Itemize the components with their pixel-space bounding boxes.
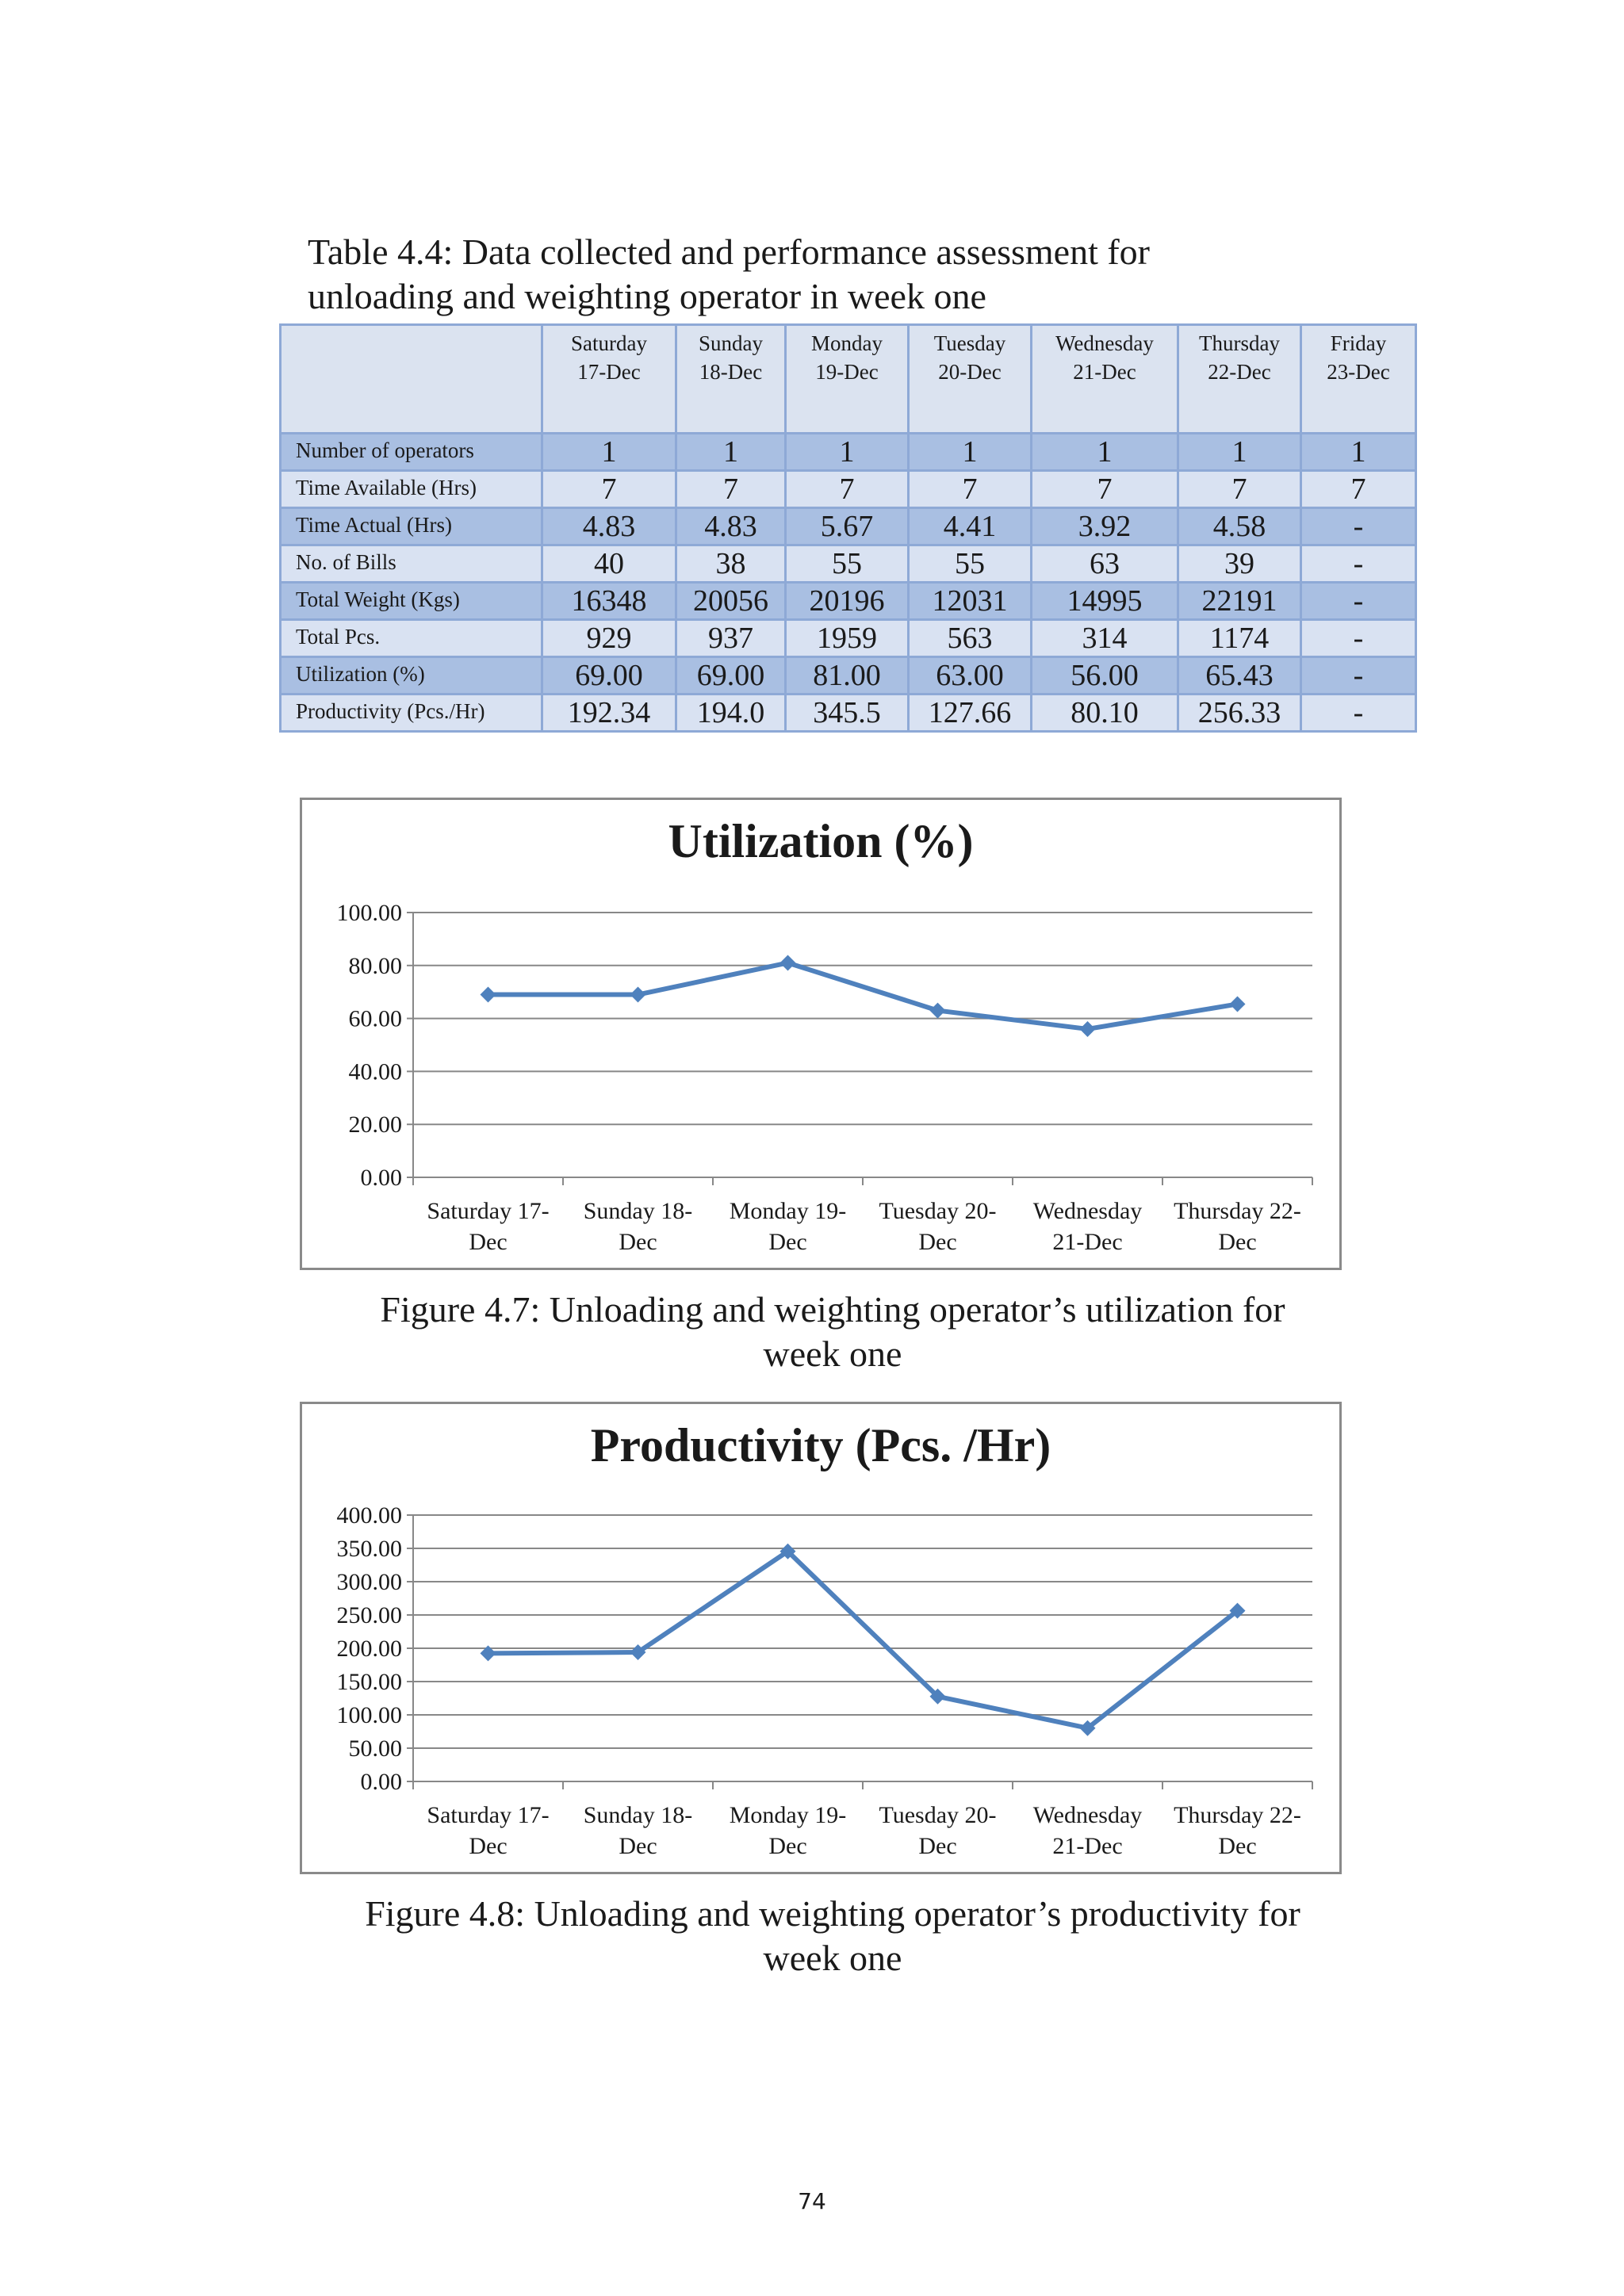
- table-cell: 16348: [542, 583, 676, 620]
- table-cell: 69.00: [542, 657, 676, 695]
- x-tick-label: Dec: [1218, 1229, 1257, 1255]
- table-header-text: 20-Dec: [938, 360, 1002, 384]
- table-cell: 192.34: [542, 695, 676, 732]
- x-tick-label: Wednesday: [1032, 1802, 1143, 1828]
- y-tick-label: 300.00: [336, 1569, 402, 1595]
- data-point: [630, 987, 646, 1003]
- table-cell: 39: [1178, 545, 1301, 583]
- table-cell: 4.58: [1178, 508, 1301, 545]
- table-cell: 1: [1178, 434, 1301, 471]
- table-cell: 7: [909, 471, 1032, 508]
- table-title-line-1: Table 4.4: Data collected and performance assessment for: [308, 232, 1150, 272]
- table-header-cell: [1301, 325, 1416, 434]
- table-cell: 937: [676, 620, 786, 657]
- table-cell: 4.83: [676, 508, 786, 545]
- table-cell: 55: [786, 545, 909, 583]
- table-cell: 40: [542, 545, 676, 583]
- table-row-label: Time Available (Hrs): [281, 471, 542, 508]
- table-cell: 1: [786, 434, 909, 471]
- series-line: [488, 1552, 1238, 1728]
- table-cell: 65.43: [1178, 657, 1301, 695]
- table-header-cell: [786, 325, 909, 434]
- table-cell: 12031: [909, 583, 1032, 620]
- table-header-text: Wednesday: [1055, 331, 1154, 355]
- y-tick-label: 150.00: [336, 1669, 402, 1695]
- table-row-label: Number of operators: [281, 434, 542, 471]
- table-cell: 1: [676, 434, 786, 471]
- figure-4-8-caption: [238, 1892, 1427, 1980]
- x-tick-label: Dec: [768, 1229, 807, 1255]
- x-tick-label: Tuesday 20-: [879, 1198, 997, 1224]
- table-header-text: 23-Dec: [1327, 360, 1390, 384]
- x-tick-label: Dec: [619, 1229, 657, 1255]
- productivity-chart: [300, 1402, 1342, 1874]
- table-header-cell: [1032, 325, 1178, 434]
- table-row-label: Time Actual (Hrs): [281, 508, 542, 545]
- table-cell: -: [1301, 508, 1416, 545]
- table-header-text: 21-Dec: [1073, 360, 1136, 384]
- figure-4-7-caption-line-1: Figure 4.7: Unloading and weighting operator’s utilization for: [380, 1289, 1285, 1330]
- y-tick-label: 400.00: [336, 1502, 402, 1529]
- table-cell: 563: [909, 620, 1032, 657]
- x-tick-label: Thursday 22-: [1174, 1198, 1301, 1224]
- table-cell: 69.00: [676, 657, 786, 695]
- figure-4-7-caption-line-2: week one: [763, 1334, 902, 1374]
- table-header-blank: [281, 325, 542, 434]
- y-tick-label: 0.00: [360, 1769, 402, 1795]
- table-header-text: Thursday: [1199, 331, 1280, 355]
- table-header-text: 22-Dec: [1208, 360, 1271, 384]
- table-header-cell: [1178, 325, 1301, 434]
- table-row: [281, 434, 1416, 471]
- table-cell: 929: [542, 620, 676, 657]
- table-cell: 7: [1178, 471, 1301, 508]
- data-point: [1230, 996, 1246, 1012]
- x-tick-label: Dec: [768, 1833, 807, 1859]
- table-cell: 1: [909, 434, 1032, 471]
- x-tick-label: Wednesday: [1032, 1198, 1143, 1224]
- table-cell: 81.00: [786, 657, 909, 695]
- x-tick-label: Tuesday 20-: [879, 1802, 997, 1828]
- table-header-cell: [676, 325, 786, 434]
- data-point: [481, 987, 496, 1003]
- table-header-text: Tuesday: [933, 331, 1006, 355]
- x-tick-label: Dec: [619, 1833, 657, 1859]
- table-header-text: 19-Dec: [815, 360, 879, 384]
- table-cell: 194.0: [676, 695, 786, 732]
- y-tick-label: 250.00: [336, 1602, 402, 1628]
- table-cell: 1174: [1178, 620, 1301, 657]
- table-row: [281, 545, 1416, 583]
- table-cell: 7: [786, 471, 909, 508]
- data-point: [930, 1003, 946, 1019]
- utilization-chart-svg: [302, 800, 1339, 1268]
- table-cell: 56.00: [1032, 657, 1178, 695]
- table-cell: -: [1301, 620, 1416, 657]
- table-cell: 7: [1301, 471, 1416, 508]
- table-cell: 127.66: [909, 695, 1032, 732]
- table-cell: 345.5: [786, 695, 909, 732]
- x-tick-label: Dec: [918, 1833, 957, 1859]
- y-tick-label: 40.00: [348, 1058, 402, 1085]
- table-row: [281, 583, 1416, 620]
- table-header-text: Saturday: [571, 331, 647, 355]
- table-cell: 1: [1032, 434, 1178, 471]
- table-cell: 38: [676, 545, 786, 583]
- table-cell: 1959: [786, 620, 909, 657]
- y-tick-label: 20.00: [348, 1112, 402, 1138]
- x-tick-label: Dec: [469, 1229, 508, 1255]
- table-row-label: No. of Bills: [281, 545, 542, 583]
- table-row-label: Utilization (%): [281, 657, 542, 695]
- y-tick-label: 200.00: [336, 1636, 402, 1662]
- table-cell: 20056: [676, 583, 786, 620]
- table-cell: -: [1301, 583, 1416, 620]
- table-cell: 14995: [1032, 583, 1178, 620]
- table-row: [281, 620, 1416, 657]
- table-header-text: 17-Dec: [577, 360, 641, 384]
- x-tick-label: Saturday 17-: [427, 1198, 550, 1224]
- table-cell: 3.92: [1032, 508, 1178, 545]
- chart-title: Productivity (Pcs. /Hr): [590, 1419, 1051, 1471]
- table-cell: 63: [1032, 545, 1178, 583]
- table-row-label: Productivity (Pcs./Hr): [281, 695, 542, 732]
- x-tick-label: Dec: [1218, 1833, 1257, 1859]
- x-tick-label: Dec: [918, 1229, 957, 1255]
- x-tick-label: Thursday 22-: [1174, 1802, 1301, 1828]
- chart-title: Utilization (%): [668, 815, 974, 867]
- table-header-text: Monday: [811, 331, 883, 355]
- table-cell: 55: [909, 545, 1032, 583]
- page-number: 74: [798, 2188, 826, 2214]
- y-tick-label: 80.00: [348, 952, 402, 979]
- y-tick-label: 100.00: [336, 900, 402, 926]
- figure-4-7-caption: [238, 1288, 1427, 1376]
- table-header-row: [281, 325, 1416, 434]
- table-row: [281, 471, 1416, 508]
- productivity-chart-svg: [302, 1404, 1339, 1872]
- x-tick-label: Monday 19-: [729, 1802, 847, 1828]
- table-row-label: Total Pcs.: [281, 620, 542, 657]
- table-cell: 1: [1301, 434, 1416, 471]
- table-cell: 5.67: [786, 508, 909, 545]
- x-tick-label: Monday 19-: [729, 1198, 847, 1224]
- table-row: [281, 508, 1416, 545]
- data-point: [780, 955, 796, 970]
- y-tick-label: 100.00: [336, 1702, 402, 1728]
- table-cell: -: [1301, 545, 1416, 583]
- table-cell: 1: [542, 434, 676, 471]
- table-cell: 22191: [1178, 583, 1301, 620]
- x-tick-label: Dec: [469, 1833, 508, 1859]
- x-tick-label: Sunday 18-: [583, 1198, 693, 1224]
- table-header-text: 18-Dec: [699, 360, 763, 384]
- utilization-chart: [300, 798, 1342, 1270]
- table-cell: -: [1301, 695, 1416, 732]
- x-tick-label: Sunday 18-: [583, 1802, 693, 1828]
- table-cell: 314: [1032, 620, 1178, 657]
- data-point: [1080, 1021, 1096, 1037]
- table-row: [281, 657, 1416, 695]
- table-header-cell: [909, 325, 1032, 434]
- y-tick-label: 50.00: [348, 1735, 402, 1762]
- table-header-text: Sunday: [699, 331, 763, 355]
- x-tick-label: 21-Dec: [1052, 1833, 1123, 1859]
- table-row: [281, 695, 1416, 732]
- table-header-text: Friday: [1330, 331, 1387, 355]
- table-title-line-2: unloading and weighting operator in week one: [308, 276, 986, 316]
- table-row-label: Total Weight (Kgs): [281, 583, 542, 620]
- table-cell: 7: [1032, 471, 1178, 508]
- table-cell: 256.33: [1178, 695, 1301, 732]
- table-cell: 4.83: [542, 508, 676, 545]
- table-header-cell: [542, 325, 676, 434]
- y-tick-label: 350.00: [336, 1536, 402, 1562]
- y-tick-label: 0.00: [360, 1165, 402, 1191]
- table-cell: 80.10: [1032, 695, 1178, 732]
- figure-4-8-caption-line-1: Figure 4.8: Unloading and weighting operator’s productivity for: [365, 1893, 1300, 1934]
- table-cell: 4.41: [909, 508, 1032, 545]
- table-cell: -: [1301, 657, 1416, 695]
- table-title: [308, 230, 1418, 319]
- table-cell: 7: [542, 471, 676, 508]
- x-tick-label: Saturday 17-: [427, 1802, 550, 1828]
- figure-4-8-caption-line-2: week one: [763, 1938, 902, 1978]
- table-cell: 20196: [786, 583, 909, 620]
- y-tick-label: 60.00: [348, 1005, 402, 1032]
- table-cell: 63.00: [909, 657, 1032, 695]
- table-cell: 7: [676, 471, 786, 508]
- x-tick-label: 21-Dec: [1052, 1229, 1123, 1255]
- data-table: [279, 323, 1417, 733]
